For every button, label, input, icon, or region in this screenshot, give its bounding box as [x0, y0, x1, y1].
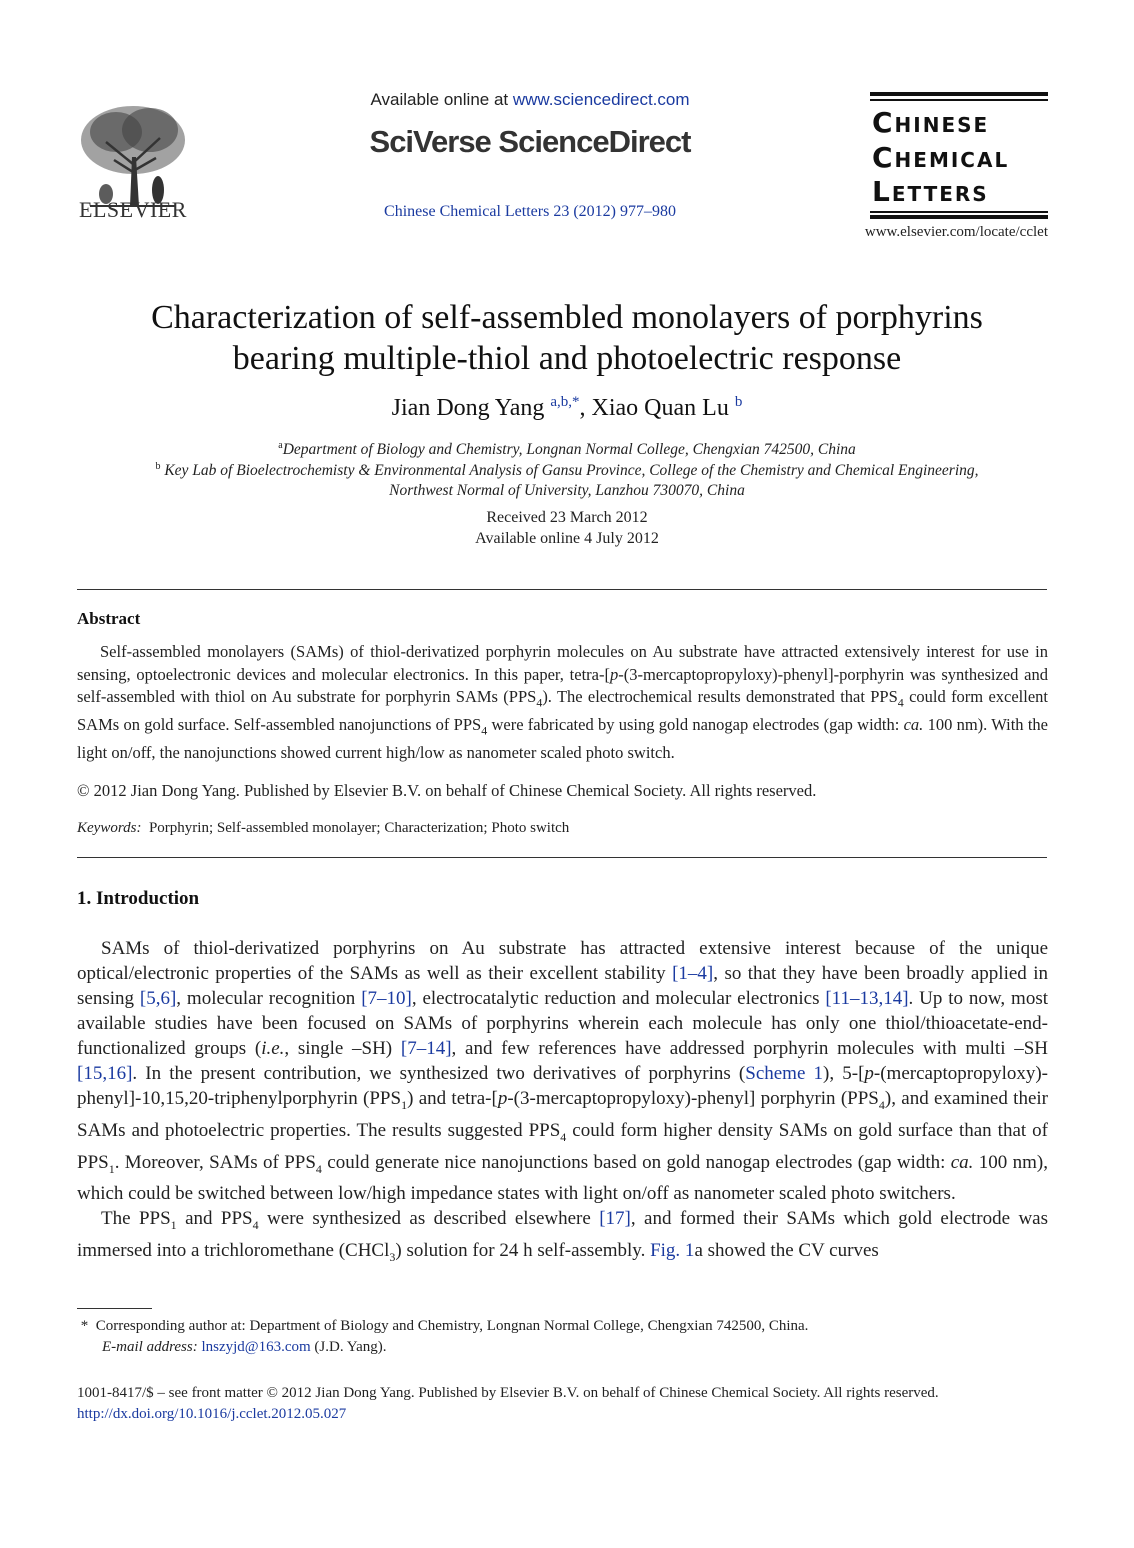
journal-logo-word: Chinese: [872, 106, 990, 139]
keywords-label: Keywords:: [77, 820, 142, 836]
affiliation-b: [60, 461, 1074, 480]
section-heading: 1. Introduction: [77, 888, 200, 909]
front-matter-text: 1001-8417/$ – see front matter © 2012 Jian Dong Yang. Published by Elsevier B.V. on behalf of Chinese Chemical Society. All rights reserved.: [77, 1385, 939, 1401]
reference-link[interactable]: [7–10]: [361, 988, 412, 1009]
abstract-heading: Abstract: [77, 609, 141, 628]
affiliation-text: Department of Biology and Chemistry, Longnan Normal College, Chengxian 742500, China: [282, 441, 856, 459]
reference-link[interactable]: [1–4]: [672, 963, 714, 984]
affiliation-b-line2: Northwest Normal of University, Lanzhou 730070, China: [389, 482, 745, 499]
journal-homepage-url[interactable]: www.elsevier.com/locate/cclet: [864, 224, 1048, 240]
affiliation-mark: b: [155, 461, 161, 472]
journal-logo-word: Chemical: [872, 141, 1010, 174]
footnote-divider: [77, 1308, 152, 1309]
title-line: bearing multiple-thiol and photoelectric response: [232, 340, 902, 377]
reference-link[interactable]: [17]: [599, 1208, 631, 1230]
reference-link[interactable]: [11–13,14]: [825, 988, 909, 1009]
title-line: Characterization of self-assembled monolayers of porphyrins: [151, 299, 983, 336]
divider: [77, 857, 1047, 858]
abstract-copyright: © 2012 Jian Dong Yang. Published by Elsevier B.V. on behalf of Chinese Chemical Society. All rights reserved.: [77, 781, 817, 800]
divider: [77, 589, 1047, 590]
affiliation-text: Key Lab of Bioelectrochemisty & Environmental Analysis of Gansu Province, College of the Chemistry and Chemical Engineering,: [164, 462, 979, 480]
front-matter: [77, 1383, 1048, 1425]
article-title: [60, 297, 1074, 379]
introduction-body: [77, 936, 1048, 1270]
available-online-date: Available online 4 July 2012: [475, 530, 659, 547]
abstract-body: Self-assembled monolayers (SAMs) of thiol-derivatized porphyrin molecules on Au substrate have attracted extensively interest for use in sensing, optoelectronic devices and molecular electronics. In this paper, tetra-[p-(3-mercaptopropyloxy)-phenyl]-porphyrin was synthesized and self-assembled with thiol on Au substrate for porphyrin SAMs $(PPS_4)$. The electrochemical results demonstrated that $PPS_4$ could form excellent SAMs on gold surface. Self-assembled nanojunctions of $PPS_4$ were fabricated by using gold nanogap electrodes (gap width: ca. 100 nm). With the light on/off, the nanojunctions showed current high/low as nanometer scaled photo switch.: [77, 642, 1048, 762]
author-affiliation-link[interactable]: a,b,*: [550, 394, 580, 410]
corresponding-author-footnote: * Corresponding author at: Department of Biology and Chemistry, Longnan Normal College, Chengxian 742500, China. E-mail address: lnszyjd@163.com (J.D. Yang).: [80, 1318, 809, 1355]
reference-link[interactable]: [15,16]: [77, 1063, 133, 1084]
scheme-link[interactable]: Scheme 1: [745, 1063, 824, 1084]
sciencedirect-link[interactable]: www.sciencedirect.com: [512, 90, 690, 109]
journal-logo: [870, 92, 1048, 220]
available-online-line: [300, 90, 760, 110]
author-list: [60, 394, 1074, 422]
author-affiliation-link[interactable]: b: [734, 394, 743, 410]
keywords-list: Porphyrin; Self-assembled monolayer; Characterization; Photo switch: [148, 820, 570, 836]
email-link[interactable]: lnszyjd@163.com: [201, 1339, 311, 1355]
elsevier-wordmark: ELSEVIER: [79, 197, 187, 222]
author-separator: ,: [579, 395, 592, 421]
affiliation-mark: a: [278, 440, 283, 451]
paragraph: SAMs of thiol-derivatized porphyrins on Au substrate has attracted extensive interest because of the unique optical/electronic properties of the SAMs as well as their excellent stability [1–4], so that they have been broadly applied in sensing [5,6], molecular recognition [7–10], electrocatalytic reduction and molecular electronics [11–13,14]. Up to now, most available studies have been focused on SAMs of porphyrins wherein each molecule has only one thiol/thioacetate-end-functionalized groups (i.e., single –SH) [7–14], and few references have addressed porphyrin molecules with multi –SH [15,16]. In the present contribution, we synthesized two derivatives of porphyrins (Scheme 1), 5-[p-(mercaptopropyloxy)-phenyl]-10,15,20-triphenylporphyrin $(PPS_1)$ and tetra-[p-(3-mercaptopropyloxy)-phenyl] porphyrin $(PPS_4)$, and examined their SAMs and photoelectric properties. The results suggested $PPS_4$ could form higher density SAMs on gold surface than that of $PPS_1$. Moreover, SAMs of $PPS_4$ could generate nice nanojunctions based on gold nanogap electrodes (gap width: ca. 100 nm), which could be switched between low/high impedance states with light on/off as nanometer scaled photo switchers.: [77, 938, 1049, 1205]
sciverse-logo: SciVerse ScienceDirect: [369, 124, 691, 159]
doi-link[interactable]: http://dx.doi.org/10.1016/j.cclet.2012.05.027: [77, 1406, 347, 1422]
figure-link[interactable]: Fig. 1: [650, 1240, 695, 1262]
author-name: Jian Dong Yang: [391, 395, 545, 421]
author-name: Xiao Quan Lu: [591, 395, 729, 421]
received-date: Received 23 March 2012: [486, 509, 648, 526]
reference-link[interactable]: [5,6]: [139, 988, 177, 1009]
journal-citation-link[interactable]: Chinese Chemical Letters 23 (2012) 977–980: [384, 203, 676, 220]
available-prefix: Available online at: [370, 90, 513, 109]
journal-logo-word: Letters: [872, 175, 989, 208]
reference-link[interactable]: [7–14]: [400, 1038, 452, 1059]
keywords: [77, 820, 1048, 837]
paragraph: The $PPS_1$ and $PPS_4$ were synthesized as described elsewhere [17], and formed their SAMs which gold electrode was immersed into a trichloromethane (CHCl$_3$) solution for 24 h self-assembly. Fig. 1a showed the CV curves: [77, 1208, 1048, 1264]
affiliation-a: [60, 440, 1074, 459]
